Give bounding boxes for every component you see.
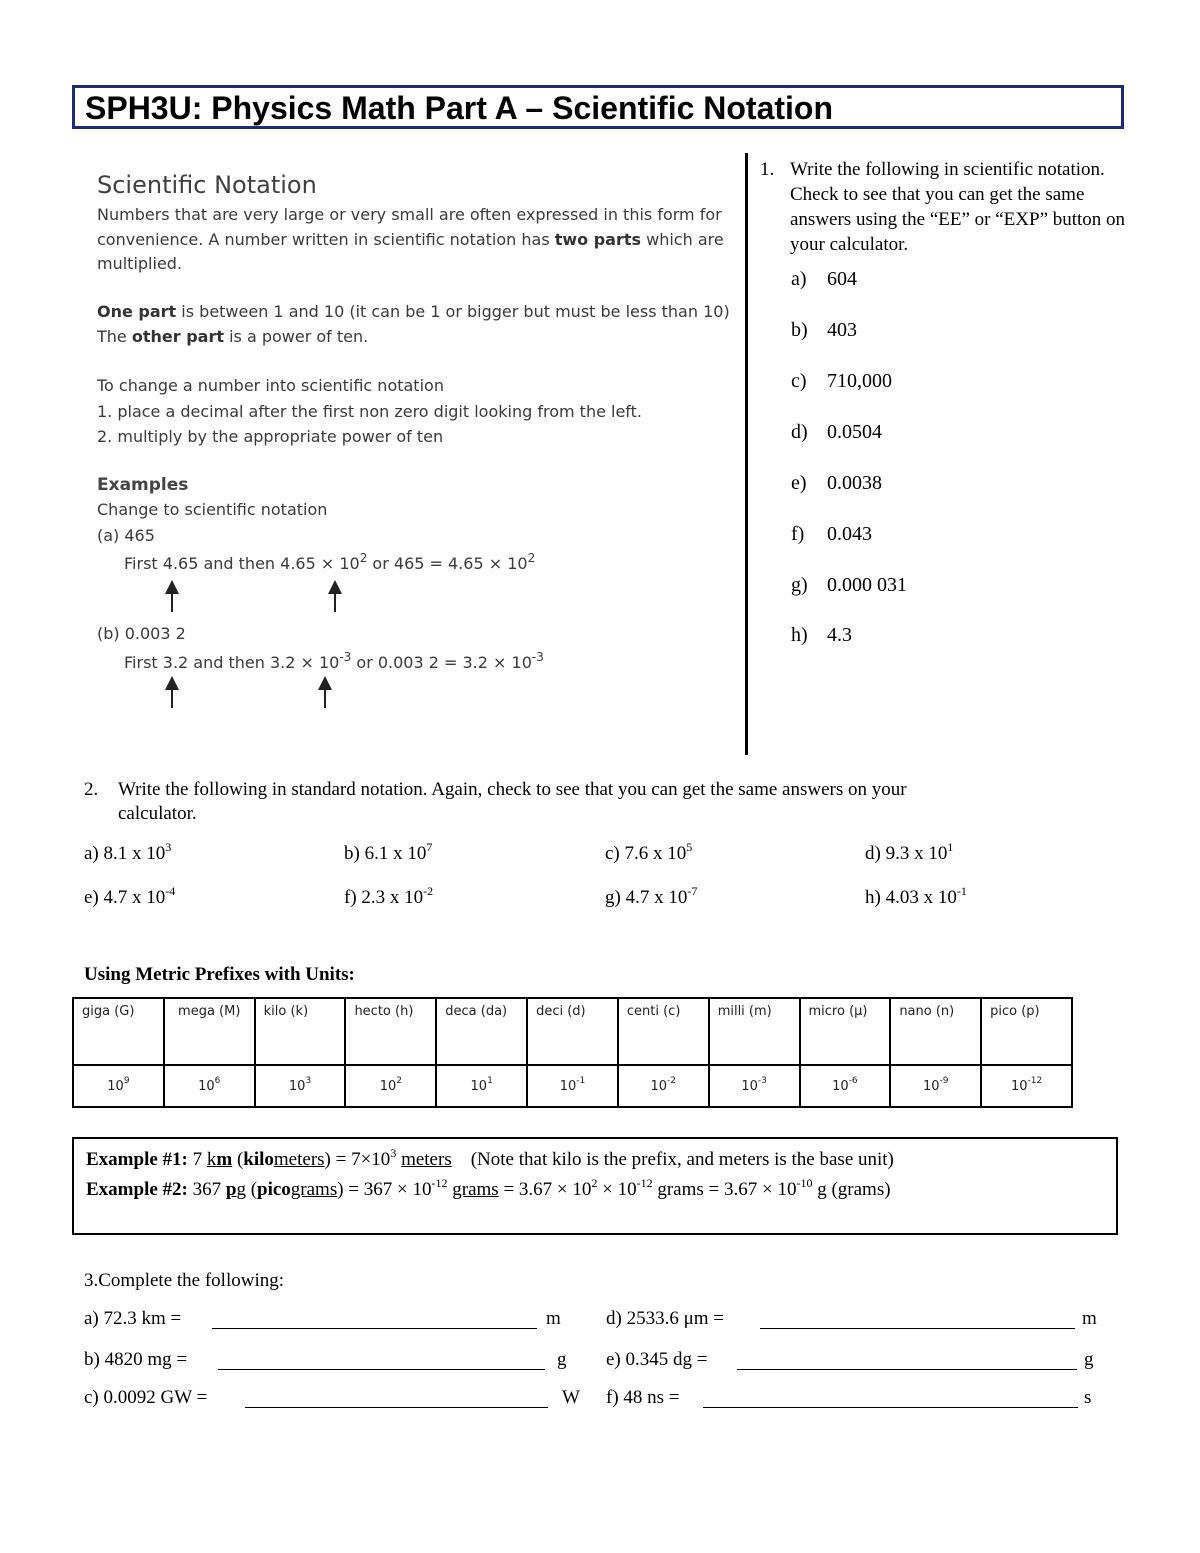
question-1-item-value: 4.3 xyxy=(827,624,852,646)
column-divider xyxy=(745,153,748,755)
question-3-unit: g xyxy=(1084,1349,1094,1370)
question-1-item-value: 604 xyxy=(827,268,857,290)
scan-change-heading: To change a number into scientific notation xyxy=(97,376,444,395)
question-3-unit: m xyxy=(1082,1308,1097,1329)
prefix-value-cell: $10^6$ xyxy=(164,1065,255,1107)
question-2-item: e) 4.7 x $10^{-4}$ xyxy=(84,884,176,908)
answer-blank[interactable] xyxy=(760,1328,1075,1329)
question-1-item-label: h) xyxy=(791,624,808,646)
question-1-item-value: 403 xyxy=(827,319,857,341)
example-1: Example #1: 7 km (kilometers) = $7\times 10^3$ meters (Note that kilo is the prefix, and meters is the base unit) xyxy=(86,1146,894,1170)
question-1-item xyxy=(791,574,907,597)
prefix-values-row xyxy=(73,1065,1072,1107)
question-2-number: 2. xyxy=(84,779,99,800)
scan-example-b-arrows xyxy=(160,674,360,710)
prefix-name-cell: giga (G) xyxy=(73,998,164,1065)
question-2-item: h) 4.03 x $10^{-1}$ xyxy=(865,884,967,908)
up-arrow-icon xyxy=(318,676,332,690)
scan-heading: Scientific Notation xyxy=(97,171,317,199)
prefix-value-cell: $10^2$ xyxy=(345,1065,436,1107)
question-3-heading: 3.Complete the following: xyxy=(84,1270,285,1291)
question-1-item-value: 0.0038 xyxy=(827,472,882,494)
question-2-item: d) 9.3 x $10^1$ xyxy=(865,840,954,864)
question-1-item xyxy=(791,472,882,495)
question-3-prompt: f) 48 ns = xyxy=(606,1387,680,1408)
prefix-value-cell: $10^9$ xyxy=(73,1065,164,1107)
question-1-item xyxy=(791,370,892,393)
scan-step-2: 2. multiply by the appropriate power of ten xyxy=(97,427,444,446)
answer-blank[interactable] xyxy=(212,1328,537,1329)
scan-examples-heading: Examples xyxy=(97,475,189,495)
prefix-name-cell: hecto (h) xyxy=(345,998,436,1065)
prefix-value-cell: $10^{-9}$ xyxy=(890,1065,981,1107)
question-1-item-label: f) xyxy=(791,523,805,545)
question-3-unit: W xyxy=(562,1387,580,1408)
question-3-prompt: d) 2533.6 μm = xyxy=(606,1308,725,1329)
scan-example-b-label: (b) 0.003 2 xyxy=(97,624,186,643)
example-2: Example #2: 367 pg (picograms) = $367 \times 10^{-12}$ grams = $3.67 \times 10^2 \times 10^{-12}$ grams = $3.67 \times 10^{-10}$ g (grams) xyxy=(86,1176,891,1200)
scan-example-b-work: First 3.2 and then $3.2 \times 10^{-3}$ or 0.003 $2 = 3.2 \times 10^{-3}$ xyxy=(124,650,544,672)
question-1-item-label: g) xyxy=(791,574,808,596)
prefix-heading: Using Metric Prefixes with Units: xyxy=(84,964,355,985)
scan-intro-3: multiplied. xyxy=(97,254,183,273)
prefix-name-cell: mega (M) xyxy=(164,998,255,1065)
page-title: SPH3U: Physics Math Part A – Scientific Notation xyxy=(85,90,834,126)
scan-step-1: 1. place a decimal after the first non zero digit looking from the left. xyxy=(97,402,643,421)
question-1 xyxy=(760,157,1130,257)
prefix-name-cell: kilo (k) xyxy=(255,998,346,1065)
answer-blank[interactable] xyxy=(245,1407,548,1408)
question-1-item xyxy=(791,268,857,291)
scan-intro-2: convenience. A number written in scientific notation has two parts which are xyxy=(97,230,724,249)
prefix-value-cell: $10^{-3}$ xyxy=(709,1065,800,1107)
question-2-text-2: calculator. xyxy=(118,803,197,824)
prefix-value-cell: $10^{-12}$ xyxy=(981,1065,1072,1107)
prefix-name-cell: milli (m) xyxy=(709,998,800,1065)
question-1-item xyxy=(791,319,857,342)
question-1-item-label: c) xyxy=(791,370,807,392)
title-box xyxy=(72,85,1124,129)
prefix-value-cell: $10^1$ xyxy=(436,1065,527,1107)
question-3-unit: m xyxy=(546,1308,561,1329)
scan-part-one: One part is between 1 and 10 (it can be 1 or bigger but must be less than 10) xyxy=(97,302,730,321)
question-1-item-label: b) xyxy=(791,319,808,341)
prefix-value-cell: $10^{-1}$ xyxy=(527,1065,618,1107)
question-3-prompt: a) 72.3 km = xyxy=(84,1308,182,1329)
up-arrow-icon xyxy=(165,676,179,690)
scan-part-two: The other part is a power of ten. xyxy=(97,327,369,346)
question-3-unit: g xyxy=(557,1349,567,1370)
question-3-prompt: c) 0.0092 GW = xyxy=(84,1387,208,1408)
prefix-name-cell: micro (μ) xyxy=(800,998,891,1065)
scan-intro-1: Numbers that are very large or very small are often expressed in this form for xyxy=(97,205,722,224)
prefix-names-row xyxy=(73,998,1072,1065)
prefix-value-cell: $10^{-2}$ xyxy=(618,1065,709,1107)
question-1-item xyxy=(791,421,882,444)
question-1-item-label: d) xyxy=(791,421,808,443)
answer-blank[interactable] xyxy=(703,1407,1078,1408)
scan-examples-sub: Change to scientific notation xyxy=(97,500,328,519)
question-3-prompt: e) 0.345 dg = xyxy=(606,1349,708,1370)
question-1-item-value: 0.000 031 xyxy=(827,574,907,596)
question-2-item: f) 2.3 x $10^{-2}$ xyxy=(344,884,434,908)
up-arrow-icon xyxy=(165,580,179,594)
up-arrow-icon xyxy=(328,580,342,594)
question-3-unit: s xyxy=(1084,1387,1092,1408)
question-3-prompt: b) 4820 mg = xyxy=(84,1349,188,1370)
question-1-item-value: 710,000 xyxy=(827,370,892,392)
question-1-text: Write the following in scientific notation. Check to see that you can get the same answers using the “EE” or “EXP” button on your calculator. xyxy=(790,159,1126,255)
prefix-table xyxy=(72,997,1073,1108)
question-1-item-value: 0.043 xyxy=(827,523,872,545)
prefix-name-cell: nano (n) xyxy=(890,998,981,1065)
prefix-name-cell: pico (p) xyxy=(981,998,1072,1065)
prefix-value-cell: $10^{-6}$ xyxy=(800,1065,891,1107)
question-1-item xyxy=(791,523,872,546)
question-1-item-label: a) xyxy=(791,268,807,290)
scan-example-a-label: (a) 465 xyxy=(97,526,155,545)
answer-blank[interactable] xyxy=(218,1369,545,1370)
question-2-item: b) 6.1 x $10^7$ xyxy=(344,840,433,864)
example-box xyxy=(72,1137,1118,1235)
question-2-item: a) 8.1 x $10^3$ xyxy=(84,840,172,864)
scan-example-a-work: First 4.65 and then $4.65 \times 10^2$ or $465 = 4.65 \times 10^2$ xyxy=(124,551,536,573)
prefix-value-cell: $10^3$ xyxy=(255,1065,346,1107)
question-1-item xyxy=(791,624,852,647)
question-2-item: c) 7.6 x $10^5$ xyxy=(605,840,693,864)
prefix-name-cell: deca (da) xyxy=(436,998,527,1065)
question-1-item-label: e) xyxy=(791,472,807,494)
question-2-item: g) 4.7 x $10^{-7}$ xyxy=(605,884,698,908)
answer-blank[interactable] xyxy=(737,1369,1077,1370)
scan-example-a-arrows xyxy=(160,578,360,614)
prefix-name-cell: centi (c) xyxy=(618,998,709,1065)
prefix-name-cell: deci (d) xyxy=(527,998,618,1065)
question-1-item-value: 0.0504 xyxy=(827,421,882,443)
question-2-text-1: Write the following in standard notation. Again, check to see that you can get the same answers on your xyxy=(118,779,907,800)
question-1-number: 1. xyxy=(760,159,775,180)
